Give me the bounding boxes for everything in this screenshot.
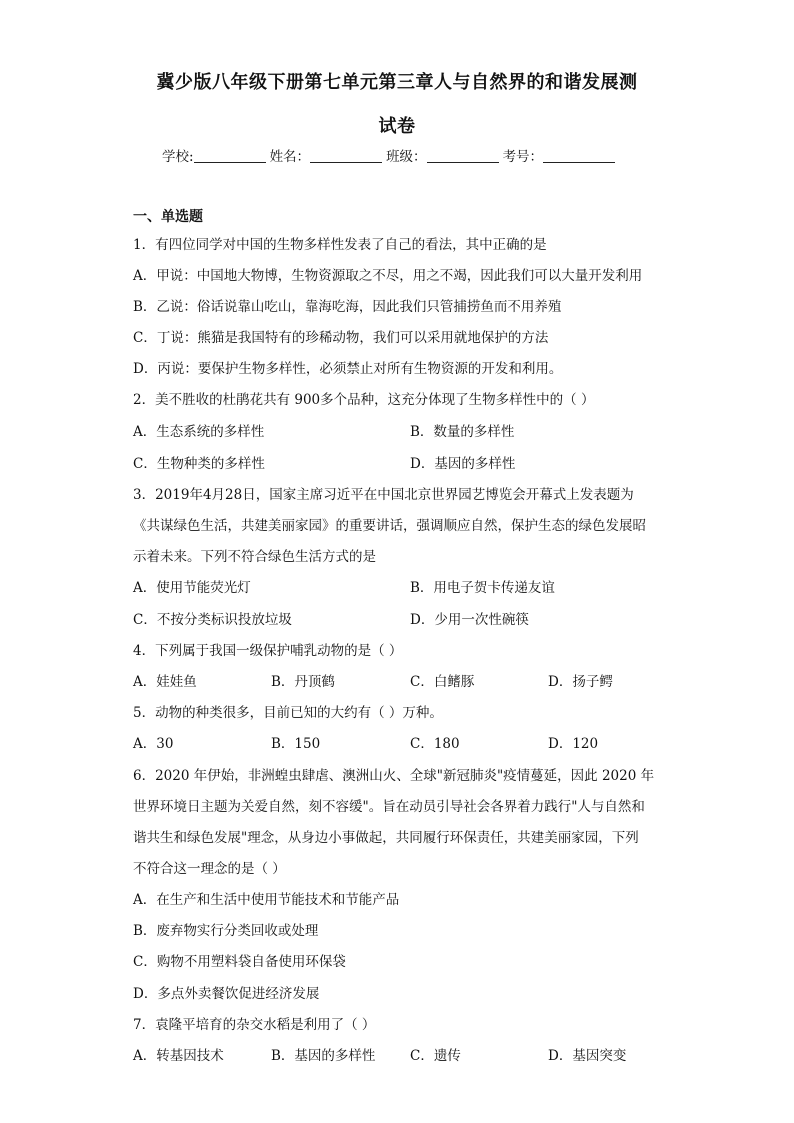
question-6-stem-line-4: 不符合这一理念的是（ ） [133, 861, 286, 877]
exam-number-label: 考号： [502, 149, 544, 165]
question-5-option-a: A．30 [133, 736, 174, 752]
question-3-option-b: B．用电子贺卡传递友谊 [410, 580, 555, 596]
question-5-stem: 5．动物的种类很多，目前已知的大约有（ ）万种。 [133, 705, 443, 721]
question-3-stem-line-3: 示着未来。下列不符合绿色生活方式的是 [133, 549, 376, 565]
question-3-option-a: A．使用节能荧光灯 [133, 580, 251, 596]
question-5-option-b: B．150 [271, 736, 321, 752]
question-3-option-d: D．少用一次性碗筷 [410, 612, 529, 628]
question-3-option-c: C．不按分类标识投放垃圾 [133, 612, 292, 628]
question-4-option-b: B．丹顶鹤 [271, 674, 335, 690]
question-5-option-d: D．120 [548, 736, 599, 752]
class-label: 班级： [386, 149, 427, 165]
question-3-stem-line-2: 《共谋绿色生活，共建美丽家园》的重要讲话，强调顺应自然，保护生态的绿色发展昭 [133, 518, 646, 534]
question-1-option-a: A．甲说：中国地大物博，生物资源取之不尽，用之不竭，因此我们可以大量开发利用 [133, 268, 643, 284]
question-1-option-c: C．丁说：熊猫是我国特有的珍稀动物，我们可以采用就地保护的方法 [133, 330, 549, 346]
question-7-option-b: B．基因的多样性 [271, 1048, 376, 1064]
question-1-option-d: D．丙说：要保护生物多样性，必须禁止对所有生物资源的开发和利用。 [133, 361, 563, 377]
question-6-stem-line-2: 世界环境日主题为关爱自然，刻不容缓"。旨在动员引导社会各界着力践行"人与自然和 [133, 799, 645, 815]
question-5-option-c: C．180 [410, 736, 460, 752]
class-blank [427, 148, 499, 163]
question-7-stem: 7．袁隆平培育的杂交水稻是利用了（ ） [133, 1017, 376, 1033]
question-7-option-d: D．基因突变 [548, 1048, 627, 1064]
question-4-option-a: A．娃娃鱼 [133, 674, 197, 690]
question-6-option-a: A．在生产和生活中使用节能技术和节能产品 [133, 892, 400, 908]
question-6-option-c: C．购物不用塑料袋自备使用环保袋 [133, 954, 346, 970]
question-2-option-c: C．生物种类的多样性 [133, 456, 265, 472]
question-7-option-a: A．转基因技术 [133, 1048, 224, 1064]
question-2-option-d: D．基因的多样性 [410, 456, 516, 472]
question-6-option-d: D．多点外卖餐饮促进经济发展 [133, 986, 320, 1002]
exam-number-blank [543, 148, 615, 163]
question-2-option-b: B．数量的多样性 [410, 424, 515, 440]
question-4-option-d: D．扬子鳄 [548, 674, 613, 690]
question-1-option-b: B．乙说：俗话说靠山吃山，靠海吃海，因此我们只管捕捞鱼而不用养殖 [133, 299, 562, 315]
question-6-option-b: B．废弃物实行分类回收或处理 [133, 923, 319, 939]
exam-title-line-2: 试卷 [378, 116, 416, 137]
question-3-stem-line-1: 3．2019年4月28日，国家主席习近平在中国北京世界园艺博览会开幕式上发表题为 [133, 487, 634, 503]
question-6-stem-line-3: 谐共生和绿色发展"理念，从身边小事做起，共同履行环保责任，共建美丽家园，下列 [133, 830, 639, 846]
exam-title-line-1: 冀少版八年级下册第七单元第三章人与自然界的和谐发展测 [156, 72, 638, 93]
question-1-stem: 1．有四位同学对中国的生物多样性发表了自己的看法，其中正确的是 [133, 237, 547, 253]
question-2-option-a: A．生态系统的多样性 [133, 424, 265, 440]
student-info-row [162, 145, 619, 165]
question-7-option-c: C．遗传 [410, 1048, 461, 1064]
school-label: 学校: [162, 149, 194, 165]
question-4-option-c: C．白鳍豚 [410, 674, 475, 690]
school-blank [194, 148, 266, 163]
name-label: 姓名： [269, 149, 311, 165]
question-6-stem-line-1: 6．2020 年伊始，非洲蝗虫肆虐、澳洲山火、全球"新冠肺炎"疫情蔓延，因此 2020 年 [133, 768, 655, 784]
question-2-stem: 2．美不胜收的杜鹃花共有 900多个品种，这充分体现了生物多样性中的（ ） [133, 392, 595, 408]
name-blank [310, 148, 382, 163]
question-4-stem: 4．下列属于我国一级保护哺乳动物的是（ ） [133, 643, 403, 659]
section-title: 一、单选题 [133, 209, 203, 225]
